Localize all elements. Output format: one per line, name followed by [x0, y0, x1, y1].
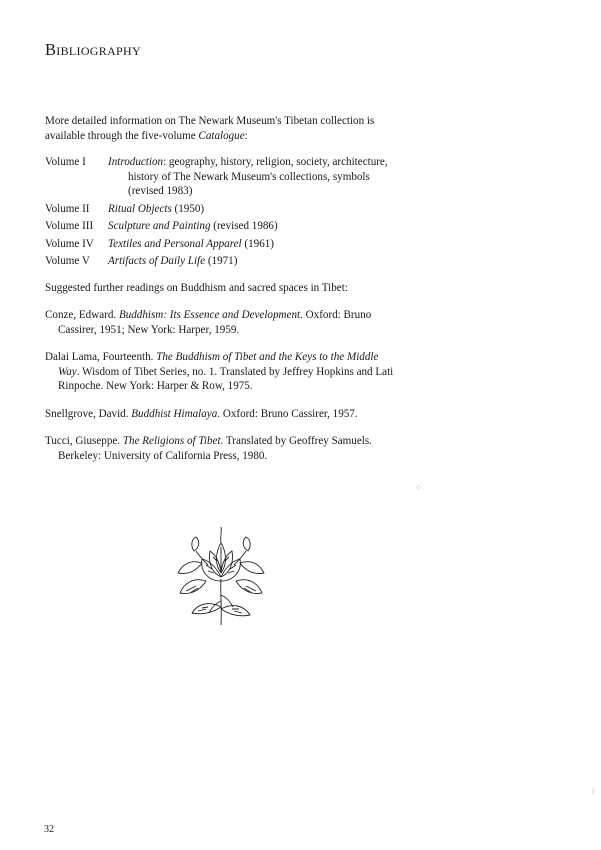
volume-title: Textiles and Personal Apparel	[108, 237, 242, 250]
volume-label: Volume III	[45, 220, 94, 232]
volume-label: Volume IV	[45, 237, 94, 250]
volume-row	[45, 254, 400, 269]
reference-title: Buddhist Himalaya	[131, 407, 218, 420]
volume-description	[108, 219, 400, 234]
reference-details: . Oxford: Bruno Cassirer, 1957.	[217, 407, 358, 420]
intro-end: :	[244, 129, 248, 142]
reference-details: . Oxford: Bruno Cassirer, 1951; New York: Harper, 1959.	[58, 309, 372, 336]
volume-description	[108, 237, 400, 252]
reference-entry	[45, 350, 400, 394]
volume-row	[45, 237, 400, 252]
volume-row	[45, 155, 400, 199]
volume-details: (1971)	[205, 255, 238, 267]
volume-label: Volume I	[45, 156, 86, 168]
volume-list	[45, 155, 400, 269]
volume-description	[108, 254, 400, 269]
volume-details: (1961)	[241, 237, 274, 250]
reference-title: Buddhism: Its Essence and Development	[118, 309, 301, 321]
reference-title: The Buddhism of Tibet and the Keys to the Middle Way	[58, 351, 379, 378]
document-body	[45, 114, 400, 463]
lotus-flower-icon	[176, 521, 266, 629]
page-number: 32	[44, 824, 54, 835]
volume-description	[108, 202, 400, 217]
suggested-readings-intro: Suggested further readings on Buddhism and sacred spaces in Tibet:	[45, 281, 348, 294]
reference-author: Dalai Lama, Fourteenth.	[45, 351, 157, 363]
reference-details: . Wisdom of Tibet Series, no. 1. Translated by Jeffrey Hopkins and Lati Rinpoche. New York: Harper & Row, 1975.	[58, 365, 394, 392]
volume-label: Volume V	[45, 255, 90, 267]
volume-row	[45, 202, 400, 217]
volume-title: Introduction	[108, 156, 164, 168]
reference-author: Tucci, Giuseppe.	[45, 435, 123, 447]
volume-details: (1950)	[171, 202, 205, 215]
scan-speck: ⁘	[415, 483, 422, 492]
volume-details: : geography, history, religion, society, architecture, history of The Newark Museum's collections, symbols (revised 1983)	[128, 156, 388, 197]
page-title: Bibliography	[45, 40, 141, 59]
volume-title: Sculpture and Painting	[108, 220, 211, 232]
reference-entry	[45, 434, 400, 463]
reference-author: Conze, Edward.	[45, 309, 119, 321]
scan-speck: ⁞	[592, 787, 595, 796]
intro-paragraph	[45, 114, 400, 143]
reference-author: Snellgrove, David.	[45, 407, 132, 420]
reference-entry	[45, 308, 400, 337]
reference-entry	[45, 407, 400, 422]
volume-title: Ritual Objects	[108, 202, 172, 215]
volume-row	[45, 219, 400, 234]
reference-title: The Religions of Tibet	[122, 435, 221, 447]
reference-details: . Translated by Geoffrey Samuels. Berkeley: University of California Press, 1980.	[58, 435, 372, 462]
volume-title: Artifacts of Daily Life	[108, 255, 206, 267]
intro-text: More detailed information on The Newark Museum's Tibetan collection is available through the five-volume	[45, 115, 375, 142]
intro-catalogue-title: Catalogue	[198, 129, 245, 142]
volume-label: Volume II	[45, 202, 90, 215]
volume-description	[108, 155, 400, 199]
volume-details: (revised 1986)	[210, 220, 278, 232]
